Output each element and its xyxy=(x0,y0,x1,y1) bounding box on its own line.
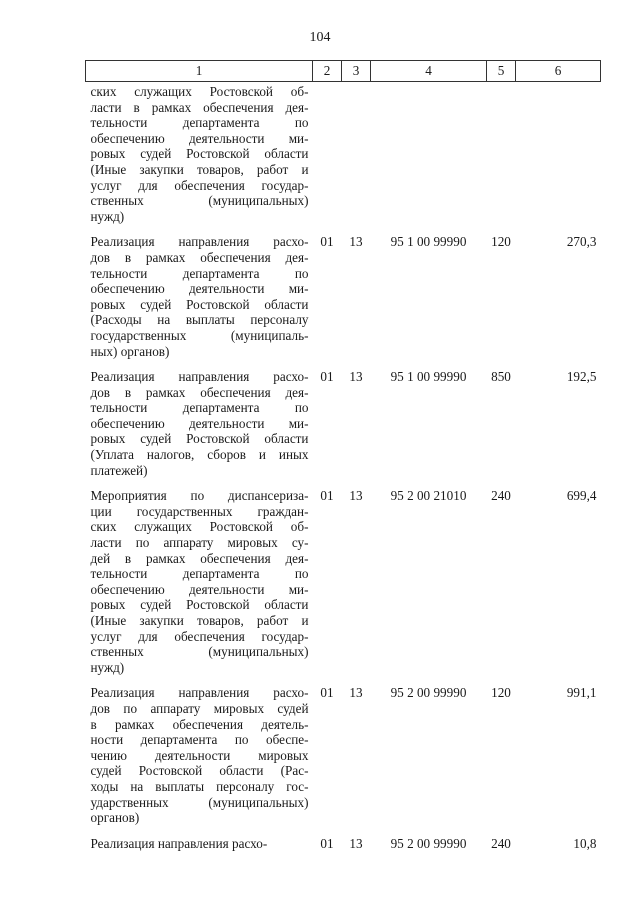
amount: 10,8 xyxy=(573,835,597,851)
expense-description xyxy=(86,234,313,369)
description-line: обеспечению деятельности ми- xyxy=(90,281,309,297)
column-header-2: 2 xyxy=(313,61,342,82)
subsection-code: 13 xyxy=(349,234,363,250)
table-row xyxy=(86,369,601,488)
amount: 270,3 xyxy=(566,234,597,250)
description-line: (Иные закупки товаров, работ и xyxy=(90,613,309,628)
expense-description xyxy=(86,836,313,862)
description-line: ласти в рамках обеспечения дея- xyxy=(90,99,309,115)
description-line: услуг для обеспечения государ- xyxy=(90,177,309,193)
column-header-5: 5 xyxy=(487,61,516,82)
description-line: ровых судей Ростовской области xyxy=(90,146,309,162)
column-header-6: 6 xyxy=(516,61,601,82)
amount xyxy=(516,82,601,235)
description-line: ции государственных граждан- xyxy=(90,503,309,519)
description-line: государственных (муниципаль- xyxy=(90,327,309,343)
description-line: дей в рамках обеспечения дея- xyxy=(90,550,309,566)
description-line: тельности департамента по xyxy=(90,115,309,131)
subsection-code: 13 xyxy=(349,488,363,504)
description-line: Мероприятия по диспансеризa- xyxy=(90,488,309,504)
description-line: ности департамента по обеспе- xyxy=(90,732,309,748)
expense-type-code xyxy=(487,82,516,235)
description-line: органов) xyxy=(90,810,140,826)
expense-description xyxy=(86,685,313,835)
description-line: обеспечению деятельности ми- xyxy=(90,415,309,431)
description-line: обеспечению деятельности ми- xyxy=(90,130,309,146)
table-body xyxy=(86,82,601,862)
target-article-code: 95 2 00 99990 xyxy=(390,835,467,851)
description-line: нужд) xyxy=(90,659,125,675)
table-row xyxy=(86,488,601,685)
expense-type-code: 120 xyxy=(491,685,511,701)
section-code: 01 xyxy=(320,234,334,250)
description-line: (Расходы на выплаты персоналу xyxy=(90,312,309,328)
description-line: Реализация направления расхо- xyxy=(90,369,309,385)
expense-type-code: 120 xyxy=(491,234,511,250)
table-row xyxy=(86,836,601,862)
description-line: дов в рамках обеспечения дея- xyxy=(90,249,309,265)
section-code: 01 xyxy=(320,369,334,385)
section-code: 01 xyxy=(320,488,334,504)
column-header-3: 3 xyxy=(342,61,371,82)
description-line: нужд) xyxy=(90,208,125,224)
description-line: Реализация направления расхо- xyxy=(90,234,309,250)
table-row xyxy=(86,234,601,369)
amount: 991,1 xyxy=(566,685,597,701)
description-line: тельности департамента по xyxy=(90,400,309,416)
table-row xyxy=(86,685,601,835)
target-article-code: 95 1 00 99990 xyxy=(390,369,467,385)
description-line: (Иные закупки товаров, работ и xyxy=(90,161,309,177)
target-article-code: 95 2 00 99990 xyxy=(390,685,467,701)
expense-description xyxy=(86,82,313,235)
description-line: тельности департамента по xyxy=(90,265,309,281)
expense-type-code: 240 xyxy=(491,835,511,851)
description-line: ласти по аппарату мировых су- xyxy=(90,535,309,551)
description-line: чению деятельности мировых xyxy=(90,747,309,763)
description-line: ударственных (муниципальных) xyxy=(90,794,309,810)
description-line: дов по аппарату мировых судей xyxy=(90,700,309,716)
amount: 699,4 xyxy=(566,488,597,504)
expense-description xyxy=(86,369,313,488)
description-line: ских служащих Ростовской об- xyxy=(90,84,309,99)
description-line: ских служащих Ростовской об- xyxy=(90,519,309,535)
amount: 192,5 xyxy=(566,369,597,385)
description-line: ровых судей Ростовской области xyxy=(90,296,309,312)
description-line: судей Ростовской области (Рас- xyxy=(90,763,309,779)
description-line: (Уплата налогов, сборов и иных xyxy=(90,447,309,463)
section-code: 01 xyxy=(320,835,334,851)
header-row xyxy=(86,61,601,82)
page-number: 104 xyxy=(309,30,331,45)
description-line: ровых судей Ростовской области xyxy=(90,431,309,447)
budget-table xyxy=(85,60,601,861)
target-article-code: 95 2 00 21010 xyxy=(390,488,467,504)
expense-type-code: 850 xyxy=(491,369,511,385)
target-article-code xyxy=(371,82,487,235)
subsection-code: 13 xyxy=(349,369,363,385)
expense-description xyxy=(86,488,313,685)
target-article-code: 95 1 00 99990 xyxy=(390,234,467,250)
description-line: ровых судей Ростовской области xyxy=(90,597,309,613)
description-line: обеспечению деятельности ми- xyxy=(90,581,309,597)
table-row xyxy=(86,82,601,235)
section-code xyxy=(313,82,342,235)
description-line: Реализация направления расхо- xyxy=(90,685,309,701)
description-line: Реализация направления расхо- xyxy=(90,835,268,851)
subsection-code: 13 xyxy=(349,835,363,851)
description-line: услуг для обеспечения государ- xyxy=(90,628,309,644)
table-header xyxy=(86,61,601,82)
expense-type-code: 240 xyxy=(491,488,511,504)
column-header-4: 4 xyxy=(371,61,487,82)
column-header-1: 1 xyxy=(86,61,313,82)
subsection-code: 13 xyxy=(349,685,363,701)
description-line: ных) органов) xyxy=(90,343,170,359)
description-line: ходы на выплаты персоналу гос- xyxy=(90,778,309,794)
description-line: тельности департамента по xyxy=(90,566,309,582)
subsection-code xyxy=(342,82,371,235)
description-line: ственных (муниципальных) xyxy=(90,193,309,209)
description-line: ственных (муниципальных) xyxy=(90,644,309,660)
section-code: 01 xyxy=(320,685,334,701)
description-line: в рамках обеспечения деятель- xyxy=(90,716,309,732)
description-line: дов в рамках обеспечения дея- xyxy=(90,384,309,400)
description-line: платежей) xyxy=(90,462,148,478)
